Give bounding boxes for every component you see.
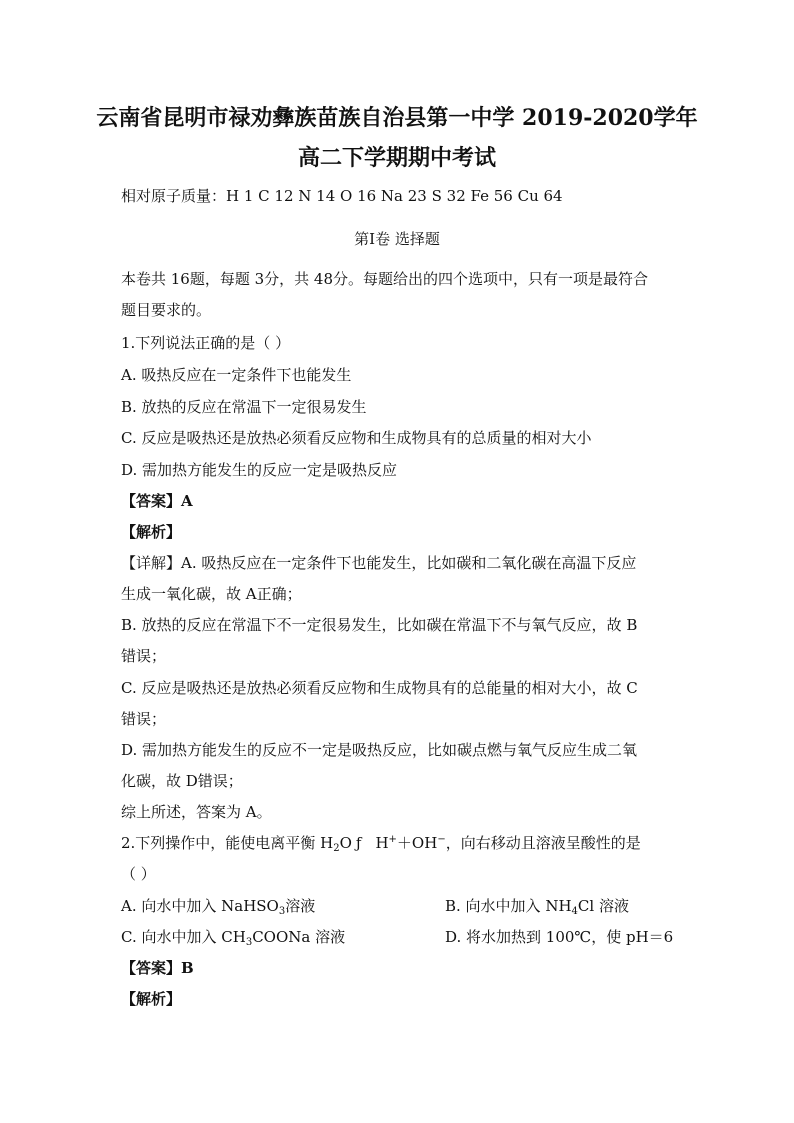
q1-summary: 综上所述，答案为 A。 <box>121 803 272 821</box>
q2-option-a-sub: 3 <box>278 906 286 917</box>
q1-detail-line1: 【详解】A. 吸热反应在一定条件下也能发生，比如碳和二氧化碳在高温下反应 <box>121 554 637 572</box>
q1-stem: 1.下列说法正确的是（ ） <box>121 334 291 352</box>
q1-option-c: C. 反应是吸热还是放热必须看反应物和生成物具有的总质量的相对大小 <box>121 429 592 447</box>
q2-stem <box>121 832 681 854</box>
q2-stem-paren: （ ） <box>121 865 156 883</box>
q2-option-b-post: Cl 溶液 <box>577 897 629 915</box>
eq-oh: ＋OH <box>396 834 438 852</box>
q2-option-d: D. 将水加热到 100℃，使 pH＝6 <box>445 928 674 946</box>
q1-option-d: D. 需加热方能发生的反应一定是吸热反应 <box>121 461 398 479</box>
q2-answer: 【答案】B <box>121 959 194 977</box>
q2-option-b-pre: B. 向水中加入 NH <box>445 897 572 915</box>
q2-option-b-sub: 4 <box>571 906 578 917</box>
q1-detail-line6: 错误； <box>121 710 167 728</box>
section-title: 第Ⅰ卷 选择题 <box>354 230 440 248</box>
q2-option-b <box>445 895 685 917</box>
eq-h: H <box>375 834 389 852</box>
document-title-line2: 高二下学期期中考试 <box>297 145 496 171</box>
q2-option-a-post: 溶液 <box>285 897 316 915</box>
q1-analysis-label: 【解析】 <box>121 523 182 541</box>
q2-option-c-pre: C. 向水中加入 CH <box>121 928 246 946</box>
equilibrium-arrow-icon: ƒ <box>355 834 362 852</box>
equation <box>320 834 446 852</box>
eq-h2o-h: H <box>320 834 334 852</box>
eq-h2o-o: O <box>339 834 352 852</box>
q2-analysis-label: 【解析】 <box>121 990 182 1008</box>
q1-detail-line4: 错误； <box>121 647 167 665</box>
eq-plus-sup: + <box>388 834 397 845</box>
q1-answer: 【答案】A <box>121 492 193 510</box>
q2-option-a <box>121 895 441 917</box>
q2-option-a-pre: A. 向水中加入 NaHSO <box>121 897 279 915</box>
q1-detail-line2: 生成一氧化碳，故 A正确； <box>121 585 302 603</box>
q2-option-c-post: COONa 溶液 <box>252 928 346 946</box>
q2-option-c <box>121 926 441 948</box>
q1-option-a: A. 吸热反应在一定条件下也能发生 <box>121 366 352 384</box>
eq-minus-sup: − <box>437 834 446 845</box>
q1-detail-line7: D. 需加热方能发生的反应不一定是吸热反应，比如碳点燃与氧气反应生成二氧 <box>121 741 638 759</box>
q2-stem-prefix: 2.下列操作中，能使电离平衡 <box>121 834 321 852</box>
q1-detail-line8: 化碳，故 D错误； <box>121 772 243 790</box>
q1-option-b: B. 放热的反应在常温下一定很易发生 <box>121 398 367 416</box>
instruction-line1: 本卷共 16题，每题 3分，共 48分。每题给出的四个选项中，只有一项是最符合 <box>121 270 649 288</box>
eq-h2o-sub: 2 <box>333 843 340 854</box>
q2-option-c-sub: 3 <box>245 937 253 948</box>
atomic-mass-line: 相对原子质量：H 1 C 12 N 14 O 16 Na 23 S 32 Fe 56 Cu 64 <box>121 187 563 205</box>
document-title-line1: 云南省昆明市禄劝彝族苗族自治县第一中学 2019-2020学年 <box>96 105 698 131</box>
q2-stem-suffix: ，向右移动且溶液呈酸性的是 <box>445 834 641 852</box>
instruction-line2: 题目要求的。 <box>121 301 212 319</box>
q1-detail-line5: C. 反应是吸热还是放热必须看反应物和生成物具有的总能量的相对大小，故 C <box>121 679 638 697</box>
q1-detail-line3: B. 放热的反应在常温下不一定很易发生，比如碳在常温下不与氧气反应，故 B <box>121 616 638 634</box>
